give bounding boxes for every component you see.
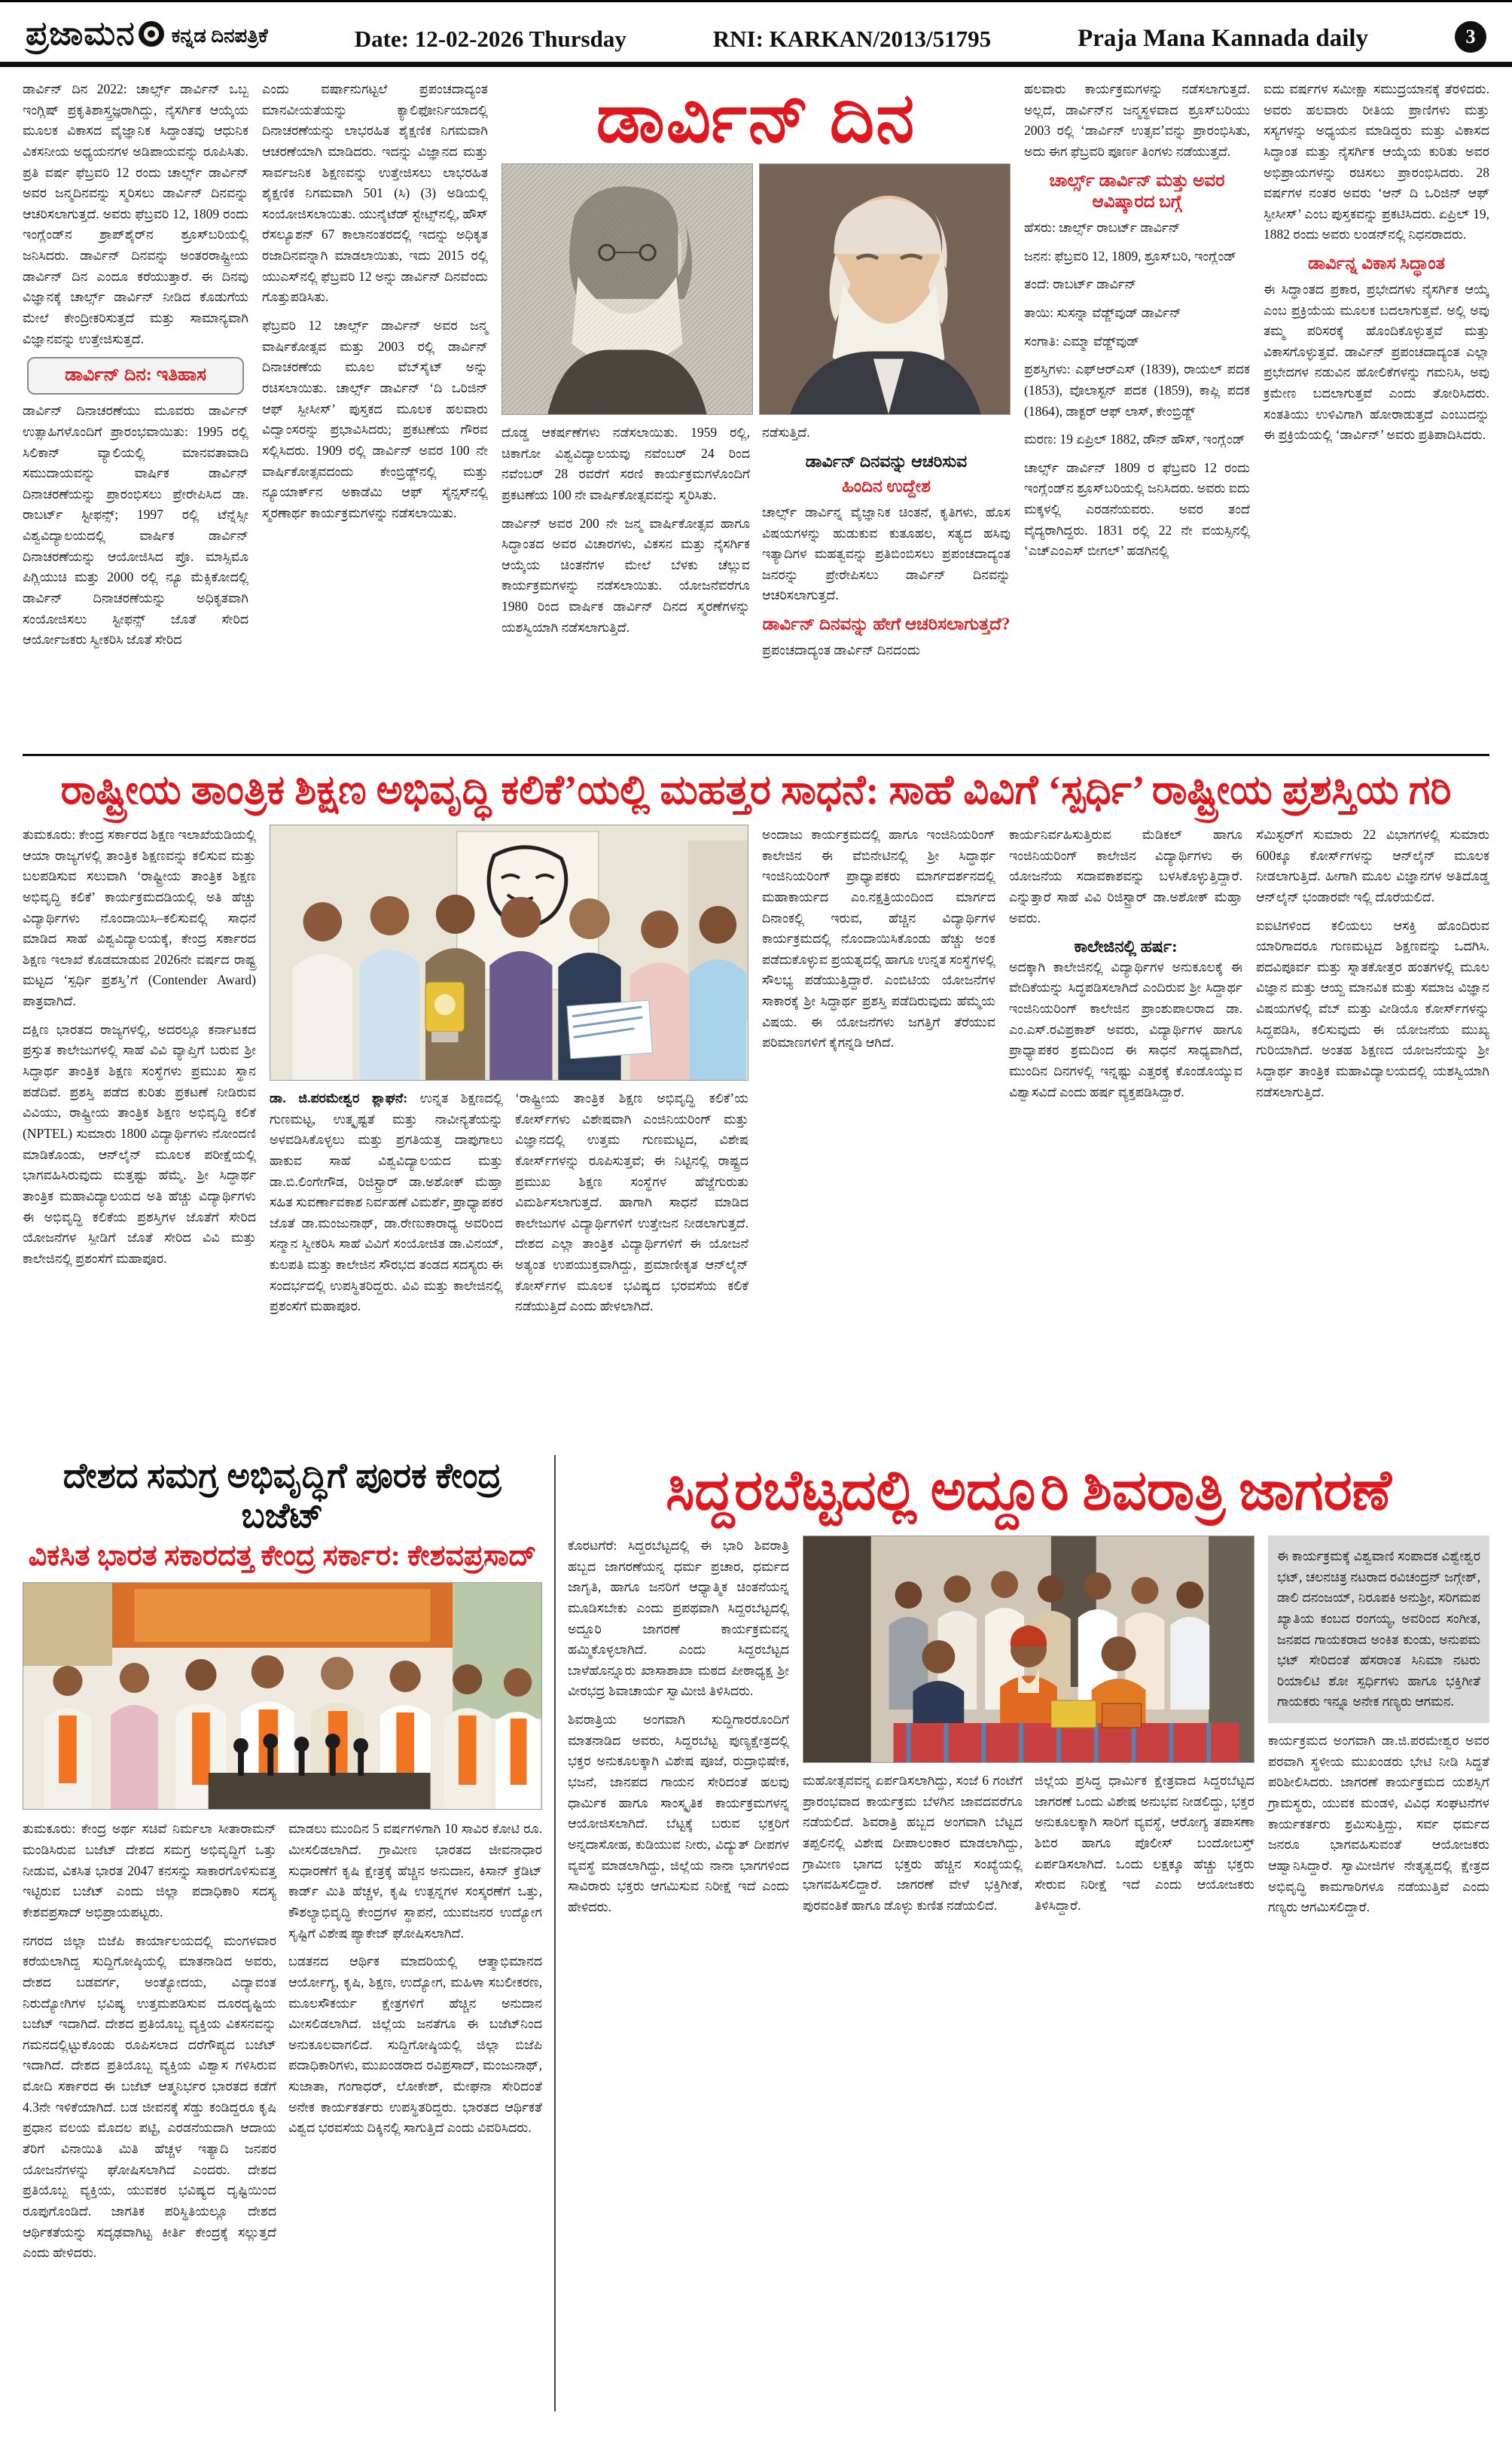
award-caption-right xyxy=(515,1088,748,1448)
award-center-block xyxy=(270,825,748,1448)
article-budget xyxy=(23,1455,554,2411)
darwin-col5-para1: ಹಲವಾರು ಕಾರ್ಯಕ್ರಮಗಳನ್ನು ನಡೆಸಲಾಗುತ್ತದೆ. ಅಲ್ಲದೆ, ಡಾರ್ವಿನ್‌ನ ಜನ್ಮಸ್ಥಳವಾದ ಶ್ರೂಸ್‌ಬರಿಯು 2003 ರಲ್ಲಿ ‘ಡಾರ್ವಿನ್ ಉತ್ಸವ’ವನ್ನು ಪ್ರಾರಂಭಿಸಿತು, ಅದು ಈಗ ಫೆಬ್ರವರಿ ಪೂರ್ಣ ತಿಂಗಳು ನಡೆಯುತ್ತದೆ. xyxy=(1024,81,1250,159)
darwin-col1-para2: ಡಾರ್ವಿನ್ ದಿನಾಚರಣೆಯು ಮೂವರು ಡಾರ್ವಿನ್ ಉತ್ಸಾಹಿಗಳೊಂದಿಗೆ ಪ್ರಾರಂಭವಾಯಿತು: 1995 ರಲ್ಲಿ ಸಿಲಿಕಾನ್ ವ್ಯಾಲಿಯಲ್ಲಿ ಮಾನವತಾವಾದಿ ಸಮುದಾಯವನ್ನು ವಾರ್ಷಿಕ ಡಾರ್ವಿನ್ ದಿನಾಚರಣೆಯನ್ನು ಪ್ರಾರಂಭಿಸಲು ಪ್ರೇರೇಪಿಸಿದ ಡಾ. ರಾಬರ್ಟ್ ಸ್ಟೀಫನ್ಸ್; 1997 ರಲ್ಲಿ ಟೆನ್ನೆಸ್ಸೀ ವಿಶ್ವವಿದ್ಯಾಲಯದಲ್ಲಿ ವಾರ್ಷಿಕ ಡಾರ್ವಿನ್ ದಿನಾಚರಣೆಯನ್ನು ಆಯೋಜಿಸಿದ ಪ್ರೊ. ಮಾಸ್ಸಿಮೊ ಪಿಗ್ಲಿಯುಚಿ ಮತ್ತು 2000 ರಲ್ಲಿ ನ್ಯೂ ಮೆಕ್ಸಿಕೋದಲ್ಲಿ ಡಾರ್ವಿನ್ ದಿನಾಚರಣೆಯನ್ನು ಅಧಿಕೃತವಾಗಿ ಸಂಯೋಜಿಸಲು ಸ್ಟೀಫನ್ಸ್ ಜೊತೆ ಸೇರಿದ ಆರ್ಯೋಜಕರು ಸ್ವೀಕರಿಸಿ ಜೊತೆ ಸೇರಿದ xyxy=(23,403,248,648)
award-caption-lead: ಡಾ. ಜಿ.ಪರಮೇಶ್ವರ ಶ್ಲಾಘನೆ: xyxy=(270,1090,408,1106)
award-group-illustration xyxy=(270,825,748,1080)
darwin-column-5 xyxy=(1024,79,1250,746)
darwin-column-1 xyxy=(23,79,248,746)
shivaratri-column-4 xyxy=(1268,1536,1489,2379)
page-number-badge: 3 xyxy=(1455,21,1486,53)
darwin-engraving-photo xyxy=(501,163,753,415)
shivaratri-col1-para1: ಕೊರಟಗೆರೆ: ಸಿದ್ದರಬೆಟ್ಟದಲ್ಲಿ ಈ ಭಾರಿ ಶಿವರಾತ್ರಿ ಹಬ್ಬದ ಜಾಗರಣೆಯನ್ನ ಧರ್ಮ ಪ್ರಚಾರ, ಧರ್ಮದ ಜಾಗೃತಿ, ಹಾಗೂ ಜನರಿಗೆ ಆಧ್ಯಾತ್ಮಿಕ ಚಿಂತನೆಯನ್ನ ಮೂಡಿಸಬೇಕು ಎಂದು ಪ್ರಪಥವಾಗಿ ಸಿದ್ದರಬೆಟ್ಟದಲ್ಲಿ ಅದ್ದೂರಿ ಜಾಗರಣೆ ಕಾರ್ಯಕ್ರಮವನ್ನ ಹಮ್ಮಿಕೊಳ್ಳಲಾಗಿದೆ. ಎಂದು ಸಿದ್ದರಬೆಟ್ಟದ ಬಾಳೆಹೊನ್ನೂರು ಖಾಸಾಶಾಖಾ ಮಠದ ಪೀಠಾಧ್ಯಕ್ಷ ಶ್ರೀ ವೀರಭದ್ರ ಶಿವಾಚಾರ್ಯ ಸ್ವಾಮೀಜಿ ತಿಳಿಸಿದರು. xyxy=(568,1538,789,1699)
paper-logo-kannada xyxy=(26,14,164,53)
darwin-column-4 xyxy=(762,422,1011,746)
darwin-col5-para2: ಚಾರ್ಲ್ಸ್ ಡಾರ್ವಿನ್ 1809 ರ ಫೆಬ್ರವರಿ 12 ರಂದು ಇಂಗ್ಲೆಂಡ್‌ನ ಶ್ರೂಸ್‌ಬರಿಯಲ್ಲಿ ಜನಿಸಿದರು. ಅವರು ಐದು ಮಕ್ಕಳಲ್ಲಿ ಎರಡನೆಯವರು. ಅವರ ತಂದೆ ವೈದ್ಯರಾಗಿದ್ದರು. 1831 ರಲ್ಲಿ 22 ನೇ ವಯಸ್ಸಿನಲ್ಲಿ ‘ಎಚ್‌ಎಂಎಸ್ ಬೀಗಲ್’ ಹಡಗಿನಲ್ಲಿ xyxy=(1024,459,1250,559)
article-darwin-day xyxy=(0,67,1512,746)
shivaratri-center-block xyxy=(803,1536,1254,2379)
darwin-column-2 xyxy=(262,79,488,746)
darwin-how-heading: ಡಾರ್ವಿನ್ ದಿನವನ್ನು ಹೇಗೆ ಆಚರಿಸಲಾಗುತ್ತದೆ? xyxy=(762,615,1011,634)
award-caption-left-para xyxy=(270,1088,503,1317)
budget-column-1 xyxy=(23,1819,276,2411)
award-column-6 xyxy=(1256,825,1489,1448)
darwin-color-photo xyxy=(759,163,1011,415)
shivaratri-guestlist-graybox xyxy=(1268,1536,1489,1723)
award-col4-para1: ಅಂದಾಜು ಕಾರ್ಯಕ್ರಮದಲ್ಲಿ ಹಾಗೂ ಇಂಜಿನಿಯರಿಂಗ್ ಕಾಲೇಜಿನ ಈ ವೆಬಿನೇಟಿನಲ್ಲಿ ಶ್ರೀ ಸಿದ್ಧಾರ್ಥ ಇಂಜಿನಿಯರಿಂಗ್ ಪ್ರಾಧ್ಯಾಪಕರು ಮಾರ್ಗದರ್ಶನದಲ್ಲಿ ಮಹಾಕಾರ್ಯದ ಎಂ.ನಕ್ಷತ್ರಿಯಂದಿಂದ ಮಾರ್ಗದ ದಿನಾಂಕಲ್ಲಿ ಇರುವ, ಹೆಚ್ಚಿನ ವಿದ್ಯಾರ್ಥಿಗಳ ಕಾರ್ಯಕ್ರಮದಲ್ಲಿ ನೊಂದಾಯಿಸಿಕೊಂಡು ಹೆಚ್ಚು ಅಂಕ ಪಡೆದುಕೊಳ್ಳುವ ಪ್ರಯತ್ನದಲ್ಲಿ ಹಾಗೂ ಉನ್ನತ ಸಂಸ್ಥೆಗಳಲ್ಲಿ ಸೌಲಭ್ಯ ಪಡೆಯುತ್ತಿದ್ದಾರೆ. ಎಂಬಿಟಿಯ ಯೋಜನೆಗಳ ಸಾಕಾರಕ್ಕೆ ಶ್ರೀ ಸಿದ್ಧಾರ್ಥ ಪ್ರಶಸ್ತಿ ಪಡೆದಿರುವುದು ಹೆಮ್ಮೆಯ ವಿಷಯ. ಈ ಯೋಜನೆಗಳು ಜಗತ್ತಿಗೆ ತೆರೆಯುವ ಪರಿಮಾಣಗಳಿಗೆ ಕೈಗನ್ನಡಿ ಆಗಿದೆ. xyxy=(762,827,995,1051)
darwin-info-name: ಹೆಸರು: ಚಾರ್ಲ್ಸ್ ರಾಬರ್ಟ್ ಡಾರ್ವಿನ್ xyxy=(1024,220,1181,236)
article-shivaratri xyxy=(554,1455,1489,2411)
award-column-1 xyxy=(23,825,256,1448)
award-col6-para2: ಐಐಟಿಗಳಿಂದ ಕಲಿಯಲು ಆಸಕ್ತಿ ಹೊಂದಿರುವ ಯಾರಿಗಾದರೂ ಗುಣಮಟ್ಟದ ಶಿಕ್ಷಣವನ್ನು ಒದಗಿಸಿ. ಪದವಿಪೂರ್ವ ಮತ್ತು ಸ್ನಾತಕೋತ್ತರ ಹಂತಗಳಲ್ಲಿ ಮೂಲ ವಿಜ್ಞಾನ ಮತ್ತು ಆಯ್ದ ಮಾನವಿಕ ಮತ್ತು ಸಮಾಜ ವಿಜ್ಞಾನ ವಿಷಯಗಳಲ್ಲಿ ವೆಬ್ ಮತ್ತು ವೀಡಿಯೊ ಕೋರ್ಸ್‌ಗಳನ್ನು ಸಿದ್ದಪಡಿಸಿ, ಕಲಿಸುವುದು ಈ ಯೋಜನೆಯ ಮುಖ್ಯ ಗುರಿಯಾಗಿದೆ. ಅಂತಹ ಶಿಕ್ಷಣದ ಯೋಜನೆಯನ್ನು ಶ್ರೀ ಸಿದ್ದಾರ್ಥ ತಾಂತ್ರಿಕ ಮಹಾವಿದ್ಯಾಲಯದಲ್ಲಿ ಯಶಸ್ವಿಯಾಗಿ ನಡೆಸಲಾಗುತ್ತಿದೆ. xyxy=(1256,917,1489,1100)
darwin-engraving-illustration xyxy=(502,164,752,414)
darwin-info-spouse: ಸಂಗಾತಿ: ಎಮ್ಮಾ ವೆಡ್ಜ್‌ವುಡ್ xyxy=(1024,333,1140,349)
budget-headline: ದೇಶದ ಸಮಗ್ರ ಅಭಿವೃದ್ಧಿಗೆ ಪೂರಕ ಕೇಂದ್ರ ಬಜೆಟ್ xyxy=(62,1456,502,1535)
budget-col2-para2: ಬಡತನದ ಆರ್ಥಿಕ ಮಾದರಿಯಲ್ಲಿ ಆತ್ಮಾಭಿಮಾನದ ಆರ್ಯೋಗ್ಯ, ಕೃಷಿ, ಶಿಕ್ಷಣ, ಉದ್ಯೋಗ, ಮಹಿಳಾ ಸಬಲೀಕರಣ, ಮೂಲಸೌಕರ್ಯ ಕ್ಷೇತ್ರಗಳಿಗೆ ಹೆಚ್ಚಿನ ಅನುದಾನ ಮೀಸಲಿಡಲಾಗಿದೆ. ಜಿಲ್ಲೆಯ ಜನತೆಗೂ ಈ ಬಜೆಟ್‌ನಿಂದ ಅನುಕೂಲವಾಗಲಿದೆ. ಸುದ್ದಿಗೋಷ್ಠಿಯಲ್ಲಿ ಜಿಲ್ಲಾ ಬಿಜೆಪಿ ಪದಾಧಿಕಾರಿಗಳು, ಮುಖಂಡರಾದ ರವಿಪ್ರಸಾದ್, ಮಂಜುನಾಥ್, ಸುಜಾತಾ, ಗಂಗಾಧರ್, ಲೋಕೇಶ್, ಮೇಘನಾ ಸೇರಿದಂತೆ ಅನೇಕ ಕಾರ್ಯಕರ್ತರು ಉಪಸ್ಥಿತರಿದ್ದರು. ಭಾರತದ ಆರ್ಥಿಕತೆ ವಿಶ್ವದ ಭರವಸೆಯ ದಿಕ್ಕಿನಲ್ಲಿ ಸಾಗುತ್ತಿದೆ ಎಂದು ವಿವರಿಸಿದರು. xyxy=(288,1954,542,2136)
darwin-info-mother: ತಾಯಿ: ಸುಸನ್ನಾ ವೆಡ್ಜ್‌ವುಡ್ ಡಾರ್ವಿನ್ xyxy=(1024,304,1181,320)
darwin-column-6 xyxy=(1264,79,1489,746)
shivaratri-caption-left xyxy=(803,1771,1023,2379)
budget-text-columns xyxy=(23,1819,542,2411)
paper-logo-text: ಪ್ರಜಾಮನ xyxy=(26,15,136,52)
darwin-colorized-illustration xyxy=(760,164,1010,414)
darwin-col4-intro: ನಡೆಸುತ್ತಿದೆ. xyxy=(762,425,810,440)
award-col6-para1: ಸೆಮಿಸ್ಟರ್‌ಗೆ ಸುಮಾರು 22 ವಿಭಾಗಗಳಲ್ಲಿ ಸುಮಾರು 600ಕ್ಕೂ ಕೋರ್ಸ್‌ಗಳನ್ನು ಆನ್‌ಲೈನ್ ಮೂಲಕ ನೀಡಲಾಗುತ್ತಿದೆ. ಹೀಗಾಗಿ ಮೂಲ ವಿಜ್ಞಾನಗಳ ಅತಿದೊಡ್ಡ ಆನ್‌ಲೈನ್ ಭಂಡಾರವೇ ಇಲ್ಲಿ ದೊರೆಯಲಿದೆ. xyxy=(1256,827,1489,904)
budget-subheadline: ವಿಕಸಿತ ಭಾರತ ಸಕಾರದತ್ತ ಕೇಂದ್ರ ಸರ್ಕಾರ: ಕೇಶವಪ್ರಸಾದ್ xyxy=(28,1539,537,1572)
award-column-5 xyxy=(1009,825,1242,1448)
masthead-rni: RNI: KARKAN/2013/51795 xyxy=(712,26,992,52)
darwin-info-death: ಮರಣ: 19 ಏಪ್ರಿಲ್ 1882, ಡೌನ್ ಹೌಸ್, ಇಂಗ್ಲೆಂಡ್ xyxy=(1024,432,1245,447)
darwin-col2-para1: ಎಂದು ವರ್ಷಾನುಗಟ್ಟಲೆ ಪ್ರಪಂಚದಾದ್ಯಂತ ಮಾನವೀಯತೆಯನ್ನು ಕ್ಯಾಲಿಫೋರ್ನಿಯಾದಲ್ಲಿ ದಿನಾಚರಣೆಯನ್ನು ಲಾಭರಹಿತ ಶೈಕ್ಷಣಿಕ ನಿಗಮವಾಗಿ ಆಚರಣೆಯಾಗಿ ಮಾಡಿದರು. ಇದನ್ನು ವಿಜ್ಞಾನದ ಮತ್ತು ಸಾರ್ವಜನಿಕ ಶಿಕ್ಷಣವನ್ನು ಉತ್ತೇಜಿಸಲು ಲಾಭರಹಿತ ಶೈಕ್ಷಣಿಕ ನಿಗಮವಾಗಿ 501 (ಸಿ) (3) ಅಡಿಯಲ್ಲಿ ಸಂಯೋಜಿಸಲಾಯಿತು. ಯುನೈಟೆಡ್ ಸ್ಟೇಟ್ಸ್‌ನಲ್ಲಿ, ಹೌಸ್ ರೆಸಲ್ಯೂಶನ್ 67 ಕಾಲಾನಂತರದಲ್ಲಿ ಇದನ್ನು ಅಧಿಕೃತ ರಜಾದಿನವನ್ನಾಗಿ ಮಾಡಲಾಯಿತು, ಇದು 2015 ರಲ್ಲಿ ಯುಎಸ್‌ನಲ್ಲಿ ಫೆಬ್ರವರಿ 12 ಅನ್ನು ಡಾರ್ವಿನ್ ದಿನವೆಂದು ಗೊತ್ತುಪಡಿಸಿತು. xyxy=(262,81,488,305)
darwin-purpose-heading-black: ಡಾರ್ವಿನ್ ದಿನವನ್ನು ಆಚರಿಸುವ xyxy=(805,451,968,471)
darwin-col2-para2: ಫೆಬ್ರವರಿ 12 ಚಾರ್ಲ್ಸ್ ಡಾರ್ವಿನ್ ಅವರ ಜನ್ಮ ವಾರ್ಷಿಕೋತ್ಸವ ಮತ್ತು 2003 ರಲ್ಲಿ ಡಾರ್ವಿನ್ ದಿನಾಚರಣೆಯ ಮೂಲ ವೆಬ್‌ಸೈಟ್ ಅನ್ನು ರಚಿಸಲಾಯಿತು. ಚಾರ್ಲ್ಸ್ ಡಾರ್ವಿನ್ ‘ದಿ ಒರಿಜಿನ್ ಆಫ್ ಸ್ಪೀಸೀಸ್’ ಪುಸ್ತಕದ ಮೂಲಕ ಹಲವಾರು ವಿದ್ವಾಂಸರನ್ನು ಪ್ರಭಾವಿಸಿದರು; ಪ್ರಕಟಣೆಯ ಗೌರವ ಸಲ್ಲಿಸಿದರು. 1909 ರಲ್ಲಿ ಡಾರ್ವಿನ್ ಅವರ 100 ನೇ ವಾರ್ಷಿಕೋತ್ಸವದಂದು ಕೇಂಬ್ರಿಡ್ಜ್‌ನಲ್ಲಿ ಮತ್ತು ನ್ಯೂಯಾರ್ಕ್‌ನ ಅಕಾಡೆಮಿ ಆಫ್ ಸೈನ್ಸಸ್‌ನಲ್ಲಿ ಸ್ಮರಣಾರ್ಥ ಕಾರ್ಯಕ್ರಮಗಳನ್ನು ನಡೆಸಲಾಯಿತು. xyxy=(262,318,488,520)
darwin-col6-para2: ಈ ಸಿದ್ಧಾಂತದ ಪ್ರಕಾರ, ಪ್ರಭೇದಗಳು ನೈಸರ್ಗಿಕ ಆಯ್ಕೆ ಎಂಬ ಪ್ರಕ್ರಿಯೆಯ ಮೂಲಕ ಬದಲಾಗುತ್ತವೆ. ಅಲ್ಲಿ ಅವು ತಮ್ಮ ಪರಿಸರಕ್ಕೆ ಹೊಂದಿಕೊಳ್ಳುತ್ತವೆ ಮತ್ತು ವಿಕಾಸಗೊಳ್ಳುತ್ತವೆ. ಡಾರ್ವಿನ್ ಪ್ರಪಂಚದಾದ್ಯಂತ ಎಲ್ಲಾ ಪ್ರಭೇದಗಳ ನಡುವಿನ ಹೋಲಿಕೆಗಳನ್ನು ಗಮನಿಸಿ, ಅವು ಕ್ರಮೇಣ ಬದಲಾಗುತ್ತವೆ ಎಂದು ತೋರಿಸಿದರು. ಸಂತತಿಯು ಉಳಿವಿಗಾಗಿ ಹೋರಾಡುತ್ತದೆ ಎಂಬುದನ್ನು ಈ ಪ್ರಕ್ರಿಯೆಯಲ್ಲಿ ‘ಡಾರ್ವಿನ್’ ಅವರು ಪ್ರತಿಪಾದಿಸಿದರು. xyxy=(1264,281,1489,443)
budget-col1-para2: ನಗರದ ಜಿಲ್ಲಾ ಬಿಜೆಪಿ ಕಾರ್ಯಾಲಯದಲ್ಲಿ ಮಂಗಳವಾರ ಕರೆಯಲಾಗಿದ್ದ ಸುದ್ದಿಗೋಷ್ಠಿಯಲ್ಲಿ ಮಾತನಾಡಿದ ಅವರು, ದೇಶದ ಬಡವರ್ಗ, ಅಂತ್ಯೋದಯ, ವಿದ್ಯಾವಂತ ನಿರುದ್ಯೋಗಿಗಳ ಭವಿಷ್ಯ ಉತ್ತಮಪಡಿಸುವ ದೂರದೃಷ್ಟಿಯ ಬಜೆಟ್ ಇದಾಗಿದೆ. ದೇಶದ ಪ್ರತಿಯೊಬ್ಬ ವ್ಯಕ್ತಿಯ ವಿಕಸನವನ್ನು ಗಮನದಲ್ಲಿಟ್ಟುಕೊಂಡು ರೂಪಿಸಲಾದ ದರೆಗೌಪ್ಯದ ಬಜೆಟ್ ಇದಾಗಿದೆ. ದೇಶದ ಪ್ರತಿಯೊಬ್ಬ ವ್ಯಕ್ತಿಯ ವಿಶ್ವಾಸ ಗಳಿಸಿರುವ ಮೋದಿ ಸರ್ಕಾರದ ಈ ಬಜೆಟ್ ಆತ್ಮನಿರ್ಭರ ಭಾರತದ ಕಡೆಗೆ 4.3ನೇ ಇಳಿಕೆಯಾಗಿದೆ. ಬಡ ಜೀವನಕ್ಕೆ ಸೆಡ್ಡು ಕಂಡಿದ್ದರೂ ಕೃಷಿ ಪ್ರಧಾನ ವಲಯ ಮೊದಲ ಪಟ್ಟಿ, ಎರಡನೆಯದಾಗಿ ಆದಾಯ ತೆರಿಗೆ ವಿನಾಯಿತಿ ಮಿತಿ ಹೆಚ್ಚಳ ಇತ್ಯಾದಿ ಜನಪರ ಯೋಜನೆಗಳನ್ನು ಘೋಷಿಸಲಾಗಿದೆ ಎಂದರು. ದೇಶದ ಪ್ರತಿಯೊಬ್ಬ ವ್ಯಕ್ತಿಯ, ಯುವಕರ ಭವಿಷ್ಯದ ದೃಷ್ಟಿಯಿಂದ ರೂಪುಗೊಂಡಿದೆ. ಜಾಗತಿಕ ಪರಿಸ್ಥಿತಿಯಲ್ಲೂ ದೇಶದ ಆರ್ಥಿಕತೆಯನ್ನು ಸದೃಢವಾಗಿಟ್ಟ ಕೀರ್ತಿ ಕೇಂದ್ರಕ್ಕೆ ಸಲ್ಲುತ್ತದೆ ಎಂದು ಹೇಳಿದರು. xyxy=(23,1932,276,2261)
darwin-info-awards: ಪ್ರಶಸ್ತಿಗಳು: ಎಫ್‌ಆರ್‌ಎಸ್ (1839), ರಾಯಲ್ ಪದಕ (1853), ವೊಲಾಸ್ಟನ್ ಪದಕ (1859), ಕಾಪ್ಲಿ ಪದಕ (1864), ಡಾಕ್ಟರ್ ಆಫ್ ಲಾಸ್, ಕೇಂಬ್ರಿಡ್ಜ್ xyxy=(1024,361,1250,419)
paper-logo-subtitle: ಕನ್ನಡ ದಿನಪತ್ರಿಕೆ xyxy=(171,25,268,47)
darwin-purpose-para: ಚಾರ್ಲ್ಸ್ ಡಾರ್ವಿನ್ನ ವೈಜ್ಞಾನಿಕ ಚಿಂತನೆ, ಕೃತಿಗಳು, ಹೊಸ ವಿಷಯಗಳನ್ನು ಹುಡುಕುವ ಕುತೂಹಲ, ಸತ್ಯದ ಹಸಿವು ಇತ್ಯಾದಿಗಳ ಮಹತ್ವವನ್ನು ಪ್ರತಿಬಿಂಬಿಸಲು ಪ್ರಪಂಚದಾದ್ಯಂತ ಜನರನ್ನು ಪ್ರೇರೇಪಿಸಲು ಡಾರ್ವಿನ್ ದಿನವನ್ನು ಆಚರಿಸಲಾಗುತ್ತದೆ. xyxy=(762,504,1011,603)
shivaratri-capright-para: ಜಿಲ್ಲೆಯ ಪ್ರಸಿದ್ಧ ಧಾರ್ಮಿಕ ಕ್ಷೇತ್ರವಾದ ಸಿದ್ದರಬೆಟ್ಟದ ಜಾಗರಣೆ ಒಂದು ವಿಶೇಷ ಅನುಭವ ನೀಡಲಿದ್ದು, ಭಕ್ತರ ಅನುಕೂಲಕ್ಕಾಗಿ ಸಾರಿಗೆ ವ್ಯವಸ್ಥೆ, ಆರೋಗ್ಯ ತಪಾಸಣಾ ಶಿಬಿರ ಹಾಗೂ ಪೊಲೀಸ್ ಬಂದೋಬಸ್ತ್ ಏರ್ಪಡಿಸಲಾಗಿದೆ. ಒಂದು ಲಕ್ಷಕ್ಕೂ ಹೆಚ್ಚು ಭಕ್ತರು ಸೇರುವ ನಿರೀಕ್ಷೆ ಇದೆ ಎಂದು ಆಯೋಜಕರು ತಿಳಿಸಿದ್ದಾರೆ. xyxy=(1035,1773,1254,1913)
shivaratri-graybox-para: ಈ ಕಾರ್ಯಕ್ರಮಕ್ಕೆ ವಿಶ್ವವಾಣಿ ಸಂಪಾದಕ ವಿಶ್ವೇಶ್ವರ ಭಟ್, ಚಲನಚಿತ್ರ ನಟರಾದ ರವಿಚಂದ್ರನ್ ಜಗ್ಗೇಶ್, ಡಾಲಿ ದನಂಜಯ್, ನಿರೂಪಕಿ ಅನುಶ್ರೀ, ಸರಿಗಮಪ ಖ್ಯಾತಿಯ ಕಂಬದ ರಂಗಯ್ಯ, ಅವರಿಂದ ಸಂಗೀತ, ಜನಪದ ಗಾಯಕರಾದ ಅಂಕಿತ ಕುಂಡು, ಅನುಪಮ ಭಟ್ ಸೇರಿದಂತೆ ಹೆಸರಾಂತ ಸಿನಿಮಾ ನಟರು ರಿಯಾಲಿಟಿ ಶೋ ಸ್ಪರ್ಧಿಗಳು ಹಾಗೂ ಭಕ್ತಿಗೀತೆ ಗಾಯಕರು ಇನ್ನೂ ಅನೇಕ ಗಣ್ಯರು ಆಗಮನ. xyxy=(1277,1548,1480,1710)
shivaratri-columns xyxy=(568,1536,1489,2379)
darwin-info-father: ತಂದೆ: ರಾಬರ್ಟ್ ಡಾರ್ವಿನ್ xyxy=(1024,276,1137,292)
masthead-paper-name: Praja Mana Kannada daily xyxy=(1078,25,1369,52)
lion-logo-icon xyxy=(139,21,164,47)
award-caption-columns xyxy=(270,1088,748,1448)
budget-col1-para1: ತುಮಕೂರು: ಕೇಂದ್ರ ಅರ್ಥ ಸಚಿವೆ ನಿರ್ಮಲಾ ಸೀತಾರಾಮನ್ ಮಂಡಿಸಿರುವ ಬಜೆಟ್ ದೇಶದ ಸಮಗ್ರ ಅಭಿವೃದ್ಧಿಗೆ ಒತ್ತು ನೀಡುವ, ವಿಕಸಿತ ಭಾರತ 2047 ಕನಸನ್ನು ಸಾಕಾರಗೊಳಿಸುವತ್ತ ಇಟ್ಟಿರುವ ಬಜೆಟ್ ಎಂದು ಜಿಲ್ಲಾ ಪದಾಧಿಕಾರಿ ಸದಸ್ಯ ಕೇಶವಪ್ರಸಾದ್ ಅಭಿಪ್ರಾಯಪಟ್ಟರು. xyxy=(23,1821,276,1920)
masthead xyxy=(0,7,1512,59)
shivaratri-column-1 xyxy=(568,1536,789,2379)
award-caption-right-text: ‘ರಾಷ್ಟ್ರೀಯ ತಾಂತ್ರಿಕ ಶಿಕ್ಷಣ ಅಭಿವೃದ್ಧಿ ಕಲಿಕೆ’ಯ ಕೋರ್ಸ್‌ಗಳು ವಿಶೇಷವಾಗಿ ಎಂಜಿನಿಯರಿಂಗ್ ಮತ್ತು ವಿಜ್ಞಾನದಲ್ಲಿ ಉತ್ತಮ ಗುಣಮಟ್ಟದ, ವಿಶೇಷ ಕೋರ್ಸ್‌ಗಳನ್ನು ರೂಪಿಸುತ್ತವೆ; ಈ ನಿಟ್ಟಿನಲ್ಲಿ ರಾಷ್ಟ್ರದ ಪ್ರಮುಖ ಶಿಕ್ಷಣ ಸಂಸ್ಥೆಗಳ ಹೆಜ್ಜೆಗುರುತು ವಿಮರ್ಶಿಸಲಾಗುತ್ತದೆ. ಹಾಗಾಗಿ ಸಾಧನೆ ಮಾಡಿದ ಕಾಲೇಜುಗಳ ವಿದ್ಯಾರ್ಥಿಗಳಿಗೆ ಉತ್ತೇಜನ ನೀಡಲಾಗುತ್ತದೆ. ದೇಶದ ಎಲ್ಲಾ ತಾಂತ್ರಿಕ ವಿದ್ಯಾರ್ಥಿಗಳಿಗೆ ಈ ಯೋಜನೆ ಅತ್ಯಂತ ಉಪಯುಕ್ತವಾಗಿದ್ದು, ಪ್ರಮಾಣೀಕೃತ ಆನ್‌ಲೈನ್ ಕೋರ್ಸ್‌ಗಳ ಮೂಲಕ ಭವಿಷ್ಯದ ಭರವಸೆಯ ಕಲಿಕೆ ನಡೆಯುತ್ತಿದೆ ಎಂದು ಹೇಳಲಾಗಿದೆ. xyxy=(515,1090,748,1314)
award-caption-left-text: ಉನ್ನತ ಶಿಕ್ಷಣದಲ್ಲಿ ಗುಣಮಟ್ಟ, ಉತ್ಕೃಷ್ಟತೆ ಮತ್ತು ನಾವೀನ್ಯತೆಯನ್ನು ಅಳವಡಿಸಿಕೊಳ್ಳಲು ಮತ್ತು ಪ್ರಗತಿಯತ್ತ ದಾಪುಗಾಲು ಹಾಕುವ ಸಾಹೆ ವಿಶ್ವವಿದ್ಯಾಲಯದ ಮತ್ತು ಡಾ.ಬಿ.ಲಿಂಗೇಗೌಡ, ರಿಜಿಸ್ಟ್ರಾರ್ ಡಾ.ಅಶೋಕ್ ಮೆಹ್ತಾ ಸಹಿತ ಸುವರ್ಣಾವಕಾಶ ನಿರ್ವಹಣೆ ವಿಮರ್ಶೆ, ಪ್ರಾಧ್ಯಾಪಕರ ಜೊತೆ ಡಾ.ಮಂಜುನಾಥ್, ಡಾ.ರೇಣುಕಾರಾಧ್ಯ ಅವರಿಂದ ಸನ್ಮಾನ ಸ್ವೀಕರಿಸಿ ಸಾಹೆ ವಿವಿಗೆ ಸಂಯೋಜಿತ ಡಾ.ವಿನಯ್, ಕುಲಪತಿ ಮತ್ತು ಕಾಲೇಜಿನ ಸೌರಭದ ತಂಡದ ಸದಸ್ಯರು ಈ ಸಂದರ್ಭದಲ್ಲಿ ಉಪಸ್ಥಿತರಿದ್ದರು. ವಿವಿ ಮತ್ತು ಕಾಲೇಜಿನಲ್ಲಿ ಪ್ರಶಂಸೆಗೆ ಮಹಾಪೂರ. xyxy=(270,1090,504,1314)
article-sahe-award xyxy=(0,764,1512,1452)
darwin-evolution-heading: ಡಾರ್ವಿನ್ನ ವಿಕಾಸ ಸಿದ್ಧಾಂತ xyxy=(1308,254,1445,273)
darwin-center-block xyxy=(501,79,1011,746)
darwin-info-birth: ಜನನ: ಫೆಬ್ರವರಿ 12, 1809, ಶ್ರೂಸ್‌ಬರಿ, ಇಂಗ್ಲೆಂಡ್ xyxy=(1024,248,1237,264)
budget-col2-para1: ಮಾಡಲು ಮುಂದಿನ 5 ವರ್ಷಗಳಿಗಾಗಿ 10 ಸಾವಿರ ಕೋಟಿ ರೂ. ಮೀಸಲಿಡಲಾಗಿದೆ. ಗ್ರಾಮೀಣ ಭಾರತದ ಜೀವನಾಧಾರ ಸುಧಾರಣೆಗೆ ಕೃಷಿ ಕ್ಷೇತ್ರಕ್ಕೆ ಹೆಚ್ಚಿನ ಅನುದಾನ, ಕಿಸಾನ್ ಕ್ರೆಡಿಟ್ ಕಾರ್ಡ್ ಮಿತಿ ಹೆಚ್ಚಳ, ಕೃಷಿ ಉತ್ಪನ್ನಗಳ ಸಂಸ್ಕರಣೆಗೆ ಒತ್ತು, ಕೌಶಲ್ಯಾಭಿವೃದ್ಧಿ ಕೇಂದ್ರಗಳ ಸ್ಥಾಪನೆ, ಯುವಜನರ ಉದ್ಯೋಗ ಸೃಷ್ಟಿಗೆ ವಿಶೇಷ ಪ್ಯಾಕೇಜ್ ಘೋಷಿಸಲಾಗಿದೆ. xyxy=(288,1821,542,1941)
award-col5-para1: ಕಾರ್ಯನಿರ್ವಹಿಸುತ್ತಿರುವ ಮೆಡಿಕಲ್ ಹಾಗೂ ಇಂಜಿನಿಯರಿಂಗ್ ಕಾಲೇಜಿನ ವಿದ್ಯಾರ್ಥಿಗಳು ಈ ಯೋಜನೆಯ ಸದಾವಕಾಶವನ್ನು ಬಳಸಿಕೊಳ್ಳುತ್ತಿದ್ದಾರೆ. ಎನ್ನುತ್ತಾರೆ ಸಾಹೆ ವಿವಿ ರಿಜಿಸ್ಟ್ರಾರ್ ಡಾ.ಅಶೋಕ್ ಮೆಹ್ತಾ ಅವರು. xyxy=(1009,827,1242,926)
award-banner-headline: ರಾಷ್ಟ್ರೀಯ ತಾಂತ್ರಿಕ ಶಿಕ್ಷಣ ಅಭಿವೃದ್ಧಿ ಕಲಿಕೆ’ಯಲ್ಲಿ ಮಹತ್ತರ ಸಾಧನೆ: ಸಾಹೆ ವಿವಿಗೆ ‘ಸ್ಪರ್ಧಿ’ ರಾಷ್ಟ್ರೀಯ ಪ್ರಶಸ್ತಿಯ ಗರಿ xyxy=(60,767,1452,813)
darwin-col1-para1: ಡಾರ್ವಿನ್ ದಿನ 2022: ಚಾರ್ಲ್ಸ್ ಡಾರ್ವಿನ್ ಒಬ್ಬ ಇಂಗ್ಲಿಷ್ ಪ್ರಕೃತಿಶಾಸ್ತ್ರಜ್ಞರಾಗಿದ್ದು, ನೈಸರ್ಗಿಕ ಆಯ್ಕೆಯ ಮೂಲಕ ವಿಕಾಸದ ವೈಜ್ಞಾನಿಕ ಸಿದ್ಧಾಂತವು ಆಧುನಿಕ ವಿಕಸನೀಯ ಅಧ್ಯಯನಗಳ ಅಡಿಪಾಯವನ್ನು ರೂಪಿಸಿತು. ಪ್ರತಿ ವರ್ಷ ಫೆಬ್ರವರಿ 12 ರಂದು ಚಾರ್ಲ್ಸ್ ಡಾರ್ವಿನ್ ಅವರ ಜನ್ಮದಿನವನ್ನು ಸ್ಮರಿಸಲು ಡಾರ್ವಿನ್ ದಿನವನ್ನು ಆಚರಿಸಲಾಗುತ್ತದೆ. ಅವರು ಫೆಬ್ರವರಿ 12, 1809 ರಂದು ಇಂಗ್ಲೆಂಡ್‌ನ ಶ್ರಾಪ್‌ಶೈರ್‌ನ ಶ್ರೂಸ್‌ಬರಿಯಲ್ಲಿ ಜನಿಸಿದರು. ಡಾರ್ವಿನ್ ದಿನವನ್ನು ಅಂತರರಾಷ್ಟ್ರೀಯ ಡಾರ್ವಿನ್ ದಿನ ಎಂದೂ ಕರೆಯುತ್ತಾರೆ. ಈ ದಿನವು ವಿಜ್ಞಾನಕ್ಕೆ ಚಾರ್ಲ್ಸ್ ಡಾರ್ವಿನ್ ನೀಡಿದ ಕೊಡುಗೆಯ ಮೇಲೆ ಕೇಂದ್ರೀಕರಿಸುತ್ತದೆ ಮತ್ತು ಸಾಮಾನ್ಯವಾಗಿ ವಿಜ್ಞಾನವನ್ನು ಉತ್ತೇಜಿಸುತ್ತದೆ. xyxy=(23,81,248,346)
darwin-how-para: ಪ್ರಪಂಚದಾದ್ಯಂತ ಡಾರ್ವಿನ್ ದಿನದಂದು xyxy=(762,642,920,657)
paper-logo xyxy=(26,14,268,53)
darwin-col3-para1: ದೊಡ್ಡ ಆಕರ್ಷಣೆಗಳು ನಡೆಸಲಾಯಿತು. 1959 ರಲ್ಲಿ, ಚಿಕಾಗೋ ವಿಶ್ವವಿದ್ಯಾಲಯವು ನವೆಂಬರ್ 24 ರಿಂದ ನವೆಂಬರ್ 28 ರವರೆಗೆ ಸರಣಿ ಕಾರ್ಯಕ್ರಮಗಳೊಂದಿಗೆ ಪ್ರಕಟಣೆಯ 100 ನೇ ವಾರ್ಷಿಕೋತ್ಸವವನ್ನು ಸ್ಮರಿಸಿತು. xyxy=(501,425,750,502)
darwin-purpose-heading-red: ಹಿಂದಿನ ಉದ್ದೇಶ xyxy=(842,477,931,496)
bottom-stories xyxy=(0,1452,1512,2411)
award-group-photo xyxy=(270,825,748,1081)
section-divider-rule xyxy=(23,754,1489,756)
budget-column-2 xyxy=(288,1819,542,2411)
masthead-date: Date: 12-02-2026 Thursday xyxy=(354,26,626,52)
darwin-col3-para2: ಡಾರ್ವಿನ್ ಅವರ 200 ನೇ ಜನ್ಮ ವಾರ್ಷಿಕೋತ್ಸವ ಹಾಗೂ ಸಿದ್ಧಾಂತದ ಅವರ ವಿಚಾರಗಳು, ವಿಕಸನ ಮತ್ತು ನೈಸರ್ಗಿಕ ಆಯ್ಕೆಯ ಚಿಂತನೆಗಳ ಮೇಲೆ ಬೆಳಕು ಚೆಲ್ಲುವ ಕಾರ್ಯಕ್ರಮಗಳನ್ನು ನಡೆಸಲಾಯಿತು. ಯೋಜನೆವರೆಗೂ 1980 ರಿಂದ ವಾರ್ಷಿಕ ಡಾರ್ವಿನ್ ದಿನದ ಸ್ಮರಣೆಗಳನ್ನು ಯಶಸ್ವಿಯಾಗಿ ನಡೆಸಲಾಗುತ್ತಿದೆ. xyxy=(501,515,750,635)
darwin-column-3 xyxy=(501,422,750,746)
darwin-under-photos xyxy=(501,422,1011,746)
shivaratri-capleft-para: ಮಹೋತ್ಸವವನ್ನ ಏರ್ಪಡಿಸಲಾಗಿದ್ದು, ಸಂಜೆ 6 ಗಂಟೆಗೆ ಪ್ರಾರಂಭವಾದ ಕಾರ್ಯಕ್ರಮ ಬೆಳಗಿನ ಜಾವದವರೆಗೂ ನಡೆಯಲಿದೆ. ಶಿವರಾತ್ರಿ ಹಬ್ಬದ ಅಂಗವಾಗಿ ಬೆಟ್ಟದ ತಪ್ಪಲಿನಲ್ಲಿ ವಿಶೇಷ ದೀಪಾಲಂಕಾರ ಮಾಡಲಾಗಿದ್ದು, ಗ್ರಾಮೀಣ ಭಾಗದ ಭಕ್ತರು ಹೆಚ್ಚಿನ ಸಂಖ್ಯೆಯಲ್ಲಿ ಭಾಗವಹಿಸಲಿದ್ದಾರೆ. ಜಾಗರಣೆ ವೇಳೆ ಭಕ್ತಿಗೀತೆ, ಪುರವಂತಿಕೆ ಹಾಗೂ ಡೊಳ್ಳು ಕುಣಿತ ನಡೆಯಲಿದೆ. xyxy=(803,1773,1023,1913)
award-college-joy-heading: ಕಾಲೇಜಿನಲ್ಲಿ ಹರ್ಷ: xyxy=(1074,937,1178,956)
award-col5-para2: ಅದಕ್ಕಾಗಿ ಕಾಲೇಜಿನಲ್ಲಿ ವಿದ್ಯಾರ್ಥಿಗಳ ಅನುಕೂಲಕ್ಕೆ ಈ ವೇದಿಕೆಯನ್ನು ಸಿದ್ಧಪಡಿಸಲಾಗಿದೆ ಎಂದಿರುವ ಶ್ರೀ ಸಿದ್ದಾರ್ಥ ಇಂಜಿನಿಯರಿಂಗ್ ಕಾಲೇಜಿನ ಪ್ರಾಂಶುಪಾಲರಾದ ಡಾ. ಎಂ.ಎಸ್.ರವಿಪ್ರಕಾಶ್ ಅವರು, ವಿದ್ಯಾರ್ಥಿಗಳ ಹಾಗೂ ಪ್ರಾಧ್ಯಾಪಕರ ಶ್ರಮದಿಂದ ಈ ಸಾಧನೆ ಸಾಧ್ಯವಾಗಿದೆ, ಮುಂದಿನ ದಿನಗಳಲ್ಲಿ ಇನ್ನಷ್ಟು ಎತ್ತರಕ್ಕೆ ಕೊಂಡೊಯ್ಯುವ ವಿಶ್ವಾಸವಿದೆ ಎಂದು ಹರ್ಷ ವ್ಯಕ್ತಪಡಿಸಿದ್ದಾರೆ. xyxy=(1009,959,1242,1100)
shivaratri-caption-columns xyxy=(803,1771,1254,2379)
shivaratri-col4-para1: ಕಾರ್ಯಕ್ರಮದ ಅಂಗವಾಗಿ ಡಾ.ಜಿ.ಪರಮೇಶ್ವರ ಅವರ ಪರವಾಗಿ ಸ್ಥಳೀಯ ಮುಖಂಡರು ಭೇಟಿ ನೀಡಿ ಸಿದ್ಧತೆ ಪರಿಶೀಲಿಸಿದರು. ಜಾಗರಣೆ ಕಾರ್ಯಕ್ರಮದ ಯಶಸ್ಸಿಗೆ ಗ್ರಾಮಸ್ಥರು, ಯುವಕ ಮಂಡಳಿ, ವಿವಿಧ ಸಂಘಟನೆಗಳ ಕಾರ್ಯಕರ್ತರು ಶ್ರಮಿಸುತ್ತಿದ್ದು, ಸರ್ವ ಧರ್ಮದ ಜನರೂ ಭಾಗವಹಿಸುವಂತೆ ಆಯೋಜಕರು ಆಹ್ವಾನಿಸಿದ್ದಾರೆ. ಸ್ವಾಮೀಜಿಗಳ ನೇತೃತ್ವದಲ್ಲಿ ಕ್ಷೇತ್ರದ ಅಭಿವೃದ್ಧಿ ಕಾಮಗಾರಿಗಳೂ ನಡೆಯುತ್ತಿವೆ ಎಂದು ಗಣ್ಯರು ಆಗಮಿಸಲಿದ್ದಾರೆ. xyxy=(1268,1733,1489,1915)
award-col1-para1: ತುಮಕೂರು: ಕೇಂದ್ರ ಸರ್ಕಾರದ ಶಿಕ್ಷಣ ಇಲಾಖೆಯಡಿಯಲ್ಲಿ ಆಯಾ ರಾಜ್ಯಗಳಲ್ಲಿ ತಾಂತ್ರಿಕ ಶಿಕ್ಷಣವನ್ನು ಕಲಿಸುವ ಮತ್ತು ಬಲಪಡಿಸುವ ಸಲುವಾಗಿ ‘ರಾಷ್ಟ್ರೀಯ ತಾಂತ್ರಿಕ ಶಿಕ್ಷಣ ಅಭಿವೃದ್ಧಿ ಕಲಿಕೆ’ ಕಾರ್ಯಕ್ರಮದಡಿಯಲ್ಲಿ ಅತಿ ಹೆಚ್ಚು ವಿದ್ಯಾರ್ಥಿಗಳು ನೊಂದಾಯಿಸಿ–ಕಲಿಸುವಲ್ಲಿ ಸಾಧನೆ ಮಾಡಿದ ಸಾಹೆ ವಿಶ್ವವಿದ್ಯಾಲಯಕ್ಕೆ, ಕೇಂದ್ರ ಸರ್ಕಾರದ ಶಿಕ್ಷಣ ಇಲಾಖೆ ಕೊಡಮಾಡುವ 2026ನೇ ವರ್ಷದ ರಾಷ್ಟ್ರ ಮಟ್ಟದ ‘ಸ್ಪರ್ಧಿ ಪ್ರಶಸ್ತಿ’ಗೆ (Contender Award) ಪಾತ್ರವಾಗಿದೆ. xyxy=(23,827,256,1009)
award-columns xyxy=(23,825,1489,1448)
shivaratri-headline: ಸಿದ್ದರಬೆಟ್ಟದಲ್ಲಿ ಅದ್ದೂರಿ ಶಿವರಾತ್ರಿ ಜಾಗರಣೆ xyxy=(666,1460,1392,1522)
shivaratri-col1-para2: ಶಿವರಾತ್ರಿಯ ಅಂಗವಾಗಿ ಸುದ್ದಿಗಾರರೊಂದಿಗೆ ಮಾತನಾಡಿದ ಅವರು, ಸಿದ್ದರಬೆಟ್ಟ ಪುಣ್ಯಕ್ಷೇತ್ರದಲ್ಲಿ ಭಕ್ತರ ಅನುಕೂಲಕ್ಕಾಗಿ ವಿಶೇಷ ಪೂಜೆ, ರುದ್ರಾಭಿಷೇಕ, ಭಜನೆ, ಜಾನಪದ ಗಾಯನ ಸೇರಿದಂತೆ ಹಲವು ಧಾರ್ಮಿಕ ಹಾಗೂ ಸಾಂಸ್ಕೃತಿಕ ಕಾರ್ಯಕ್ರಮಗಳನ್ನ ಆಯೋಜಿಸಲಾಗಿದೆ. ಬೆಟ್ಟಕ್ಕೆ ಬರುವ ಭಕ್ತರಿಗೆ ಅನ್ನದಾಸೋಹ, ಕುಡಿಯುವ ನೀರು, ವಿದ್ಯುತ್ ದೀಪಗಳ ವ್ಯವಸ್ಥೆ ಮಾಡಲಾಗಿದ್ದು, ಜಿಲ್ಲೆಯ ನಾನಾ ಭಾಗಗಳಿಂದ ಸಾವಿರಾರು ಭಕ್ತರು ಆಗಮಿಸುವ ನಿರೀಕ್ಷೆ ಇದೆ ಎಂದು ಹೇಳಿದರು. xyxy=(568,1712,789,1914)
award-col1-para2: ದಕ್ಷಿಣ ಭಾರತದ ರಾಜ್ಯಗಳಲ್ಲಿ, ಅದರಲ್ಲೂ ಕರ್ನಾಟಕದ ಪ್ರಸ್ತುತ ಕಾಲೇಜುಗಳಲ್ಲಿ ಸಾಹೆ ವಿವಿ ವ್ಯಾಪ್ತಿಗೆ ಬರುವ ಶ್ರೀ ಸಿದ್ಧಾರ್ಥ ತಾಂತ್ರಿಕ ಶಿಕ್ಷಣ ಸಂಸ್ಥೆಗಳು ಪ್ರಮುಖ ಸ್ಥಾನ ಪಡೆದಿವೆ. ಪ್ರಶಸ್ತಿ ಪಡೆದ ಕುರಿತು ಪ್ರಕಟಣೆ ನೀಡಿರುವ ವಿವಿಯು, ರಾಷ್ಟ್ರೀಯ ತಾಂತ್ರಿಕ ಶಿಕ್ಷಣ ಅಭಿವೃದ್ಧಿ ಕಲಿಕೆ (NPTEL) ಸುಮಾರು 1800 ವಿದ್ಯಾರ್ಥಿಗಳು ನೋಂದಣಿ ಮಾಡಿಕೊಂಡು, ಆನ್‌ಲೈನ್ ಮೂಲಕ ಪರೀಕ್ಷೆಯಲ್ಲಿ ಭಾಗವಹಿಸಿರುವುದು ಮತ್ತಷ್ಟು ಹೆಮ್ಮೆ. ಶ್ರೀ ಸಿದ್ಧಾರ್ಥ ತಾಂತ್ರಿಕ ಮಹಾವಿದ್ಯಾಲಯದ ಅತಿ ಹೆಚ್ಚು ವಿದ್ಯಾರ್ಥಿಗಳು ಈ ಅಭಿವೃದ್ಧಿ ಕಲಿಕೆಯ ಪ್ರಶಸ್ತಿಗಳ ಜೊತೆಗೆ ಸೇರಿದ ಯೋಜನೆಗಳ ಸ್ಪೀಡಿಗೆ ಜೊತೆ ಸೇರಿದ ವಿವಿ ಮತ್ತು ಕಾಲೇಜಿನಲ್ಲಿ ಪ್ರಶಂಸೆಗೆ ಮಹಾಪೂರ. xyxy=(23,1021,256,1266)
shivaratri-illustration xyxy=(803,1536,1254,1762)
award-caption-left xyxy=(270,1088,503,1448)
masthead-rule xyxy=(0,62,1512,67)
shivaratri-photo xyxy=(803,1536,1254,1763)
bjp-presser-illustration xyxy=(23,1583,541,1809)
darwin-col6-para1: ಐದು ವರ್ಷಗಳ ಸಮೀಕ್ಷಾ ಸಮುದ್ರಯಾನಕ್ಕೆ ತೆರಳಿದರು. ಅವರು ಹಲವಾರು ರೀತಿಯ ಪ್ರಾಣಿಗಳು ಮತ್ತು ಸಸ್ಯಗಳನ್ನು ಅಧ್ಯಯನ ಮಾಡಿದ್ದರು ಮತ್ತು ವಿಕಾಸದ ಸಿದ್ಧಾಂತ ಮತ್ತು ನೈಸರ್ಗಿಕ ಆಯ್ಕೆಯ ಕುರಿತು ಅವರ ಅಭಿಪ್ರಾಯಗಳನ್ನು ರಚಿಸಲು ಪ್ರಾರಂಭಿಸಿದರು. 28 ವರ್ಷಗಳ ನಂತರ ಅವರು ‘ಆನ್ ದಿ ಒರಿಜಿನ್ ಆಫ್ ಸ್ಪೀಸೀಸ್’ ಎಂಬ ಪುಸ್ತಕವನ್ನು ಪ್ರಕಟಿಸಿದರು. ಏಪ್ರಿಲ್ 19, 1882 ರಂದು ಅವರು ಲಂಡನ್‌ನಲ್ಲಿ ನಿಧನರಾದರು. xyxy=(1264,81,1489,242)
darwin-history-heading: ಡಾರ್ವಿನ್ ದಿನ: ಇತಿಹಾಸ xyxy=(27,357,244,395)
bjp-press-conference-photo xyxy=(23,1582,542,1810)
darwin-photos-row xyxy=(501,163,1011,415)
shivaratri-caption-right xyxy=(1035,1771,1254,2379)
darwin-about-heading: ಚಾರ್ಲ್ಸ್ ಡಾರ್ವಿನ್ ಮತ್ತು ಅವರ ಆವಿಷ್ಕಾರದ ಬಗ್ಗೆ xyxy=(1049,170,1225,212)
award-column-4 xyxy=(762,825,995,1448)
darwin-main-headline: ಡಾರ್ವಿನ್ ದಿನ xyxy=(596,80,916,157)
